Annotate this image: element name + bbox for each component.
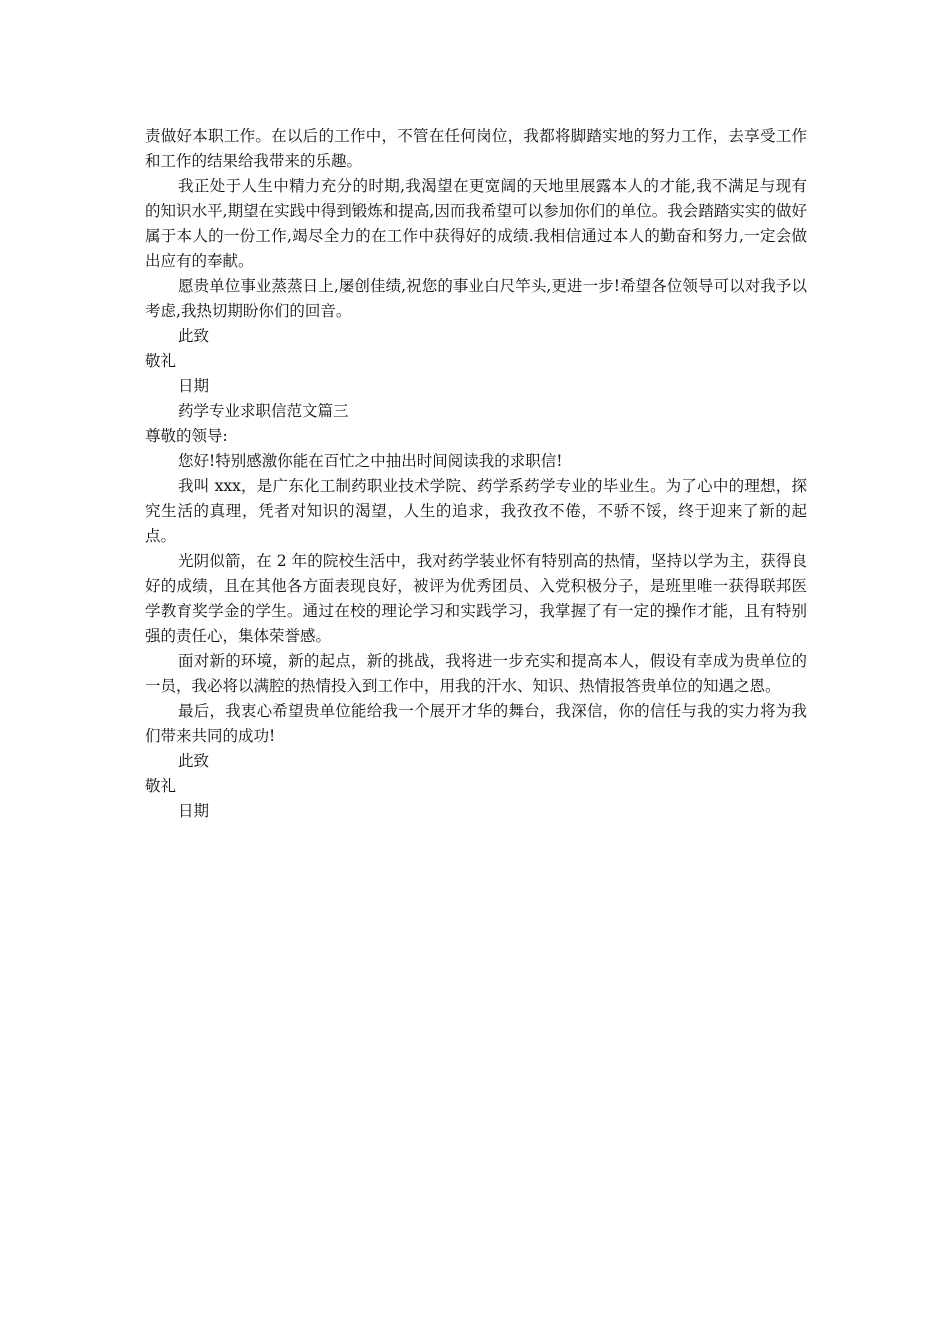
closing-regards: 敬礼 <box>145 777 177 795</box>
closing-regards: 敬礼 <box>145 352 177 370</box>
greeting: 尊敬的领导: <box>145 427 228 445</box>
paragraph-aspiration: 我正处于人生中精力充分的时期,我渴望在更宽阔的天地里展露本人的才能,我不满足与现有的知识水平,期望在实践中得到锻炼和提高,因而我希望可以参加你们的单位。我会踏踏实实的做好属于本人的一份工作,竭尽全力的在工作中获得好的成绩.我相信通过本人的勤奋和努力,一定会做出应有的奉献。 <box>145 177 807 270</box>
closing-salutation: 此致 <box>178 327 210 345</box>
section-title: 药学专业求职信范文篇三 <box>178 402 349 420</box>
paragraph-education: 光阴似箭，在 2 年的院校生活中，我对药学装业怀有特别高的热情，坚持以学为主，获得良好的成绩，且在其他各方面表现良好，被评为优秀团员、入党积极分子，是班里唯一获得联邦医学教育奖学金的学生。通过在校的理论学习和实践学习，我掌握了有一定的操作才能，且有特别强的责任心，集体荣誉感。 <box>145 552 807 645</box>
paragraph-conclusion: 最后，我衷心希望贵单位能给我一个展开才华的舞台，我深信，你的信任与我的实力将为我们带来共同的成功! <box>145 702 807 745</box>
closing-salutation: 此致 <box>178 752 210 770</box>
paragraph-thanks: 您好!特别感激你能在百忙之中抽出时间阅读我的求职信! <box>178 452 563 470</box>
paragraph-continuation: 责做好本职工作。在以后的工作中，不管在任何岗位，我都将脚踏实地的努力工作，去享受工作和工作的结果给我带来的乐趣。 <box>145 127 807 170</box>
paragraph-introduction: 我叫 xxx，是广东化工制药职业技术学院、药学系药学专业的毕业生。为了心中的理想，探究生活的真理，凭者对知识的渴望，人生的追求，我孜孜不倦，不骄不馁，终于迎来了新的起点。 <box>145 477 807 545</box>
paragraph-commitment: 面对新的环境，新的起点，新的挑战，我将进一步充实和提高本人，假设有幸成为贵单位的一员，我必将以满腔的热情投入到工作中，用我的汗水、知识、热情报答贵单位的知遇之恩。 <box>145 652 807 695</box>
date-line: 日期 <box>178 802 210 820</box>
document-body <box>145 124 807 824</box>
date-line: 日期 <box>178 377 210 395</box>
paragraph-wishes: 愿贵单位事业蒸蒸日上,屡创佳绩,祝您的事业白尺竿头,更进一步!希望各位领导可以对我予以考虑,我热切期盼你们的回音。 <box>145 277 807 320</box>
